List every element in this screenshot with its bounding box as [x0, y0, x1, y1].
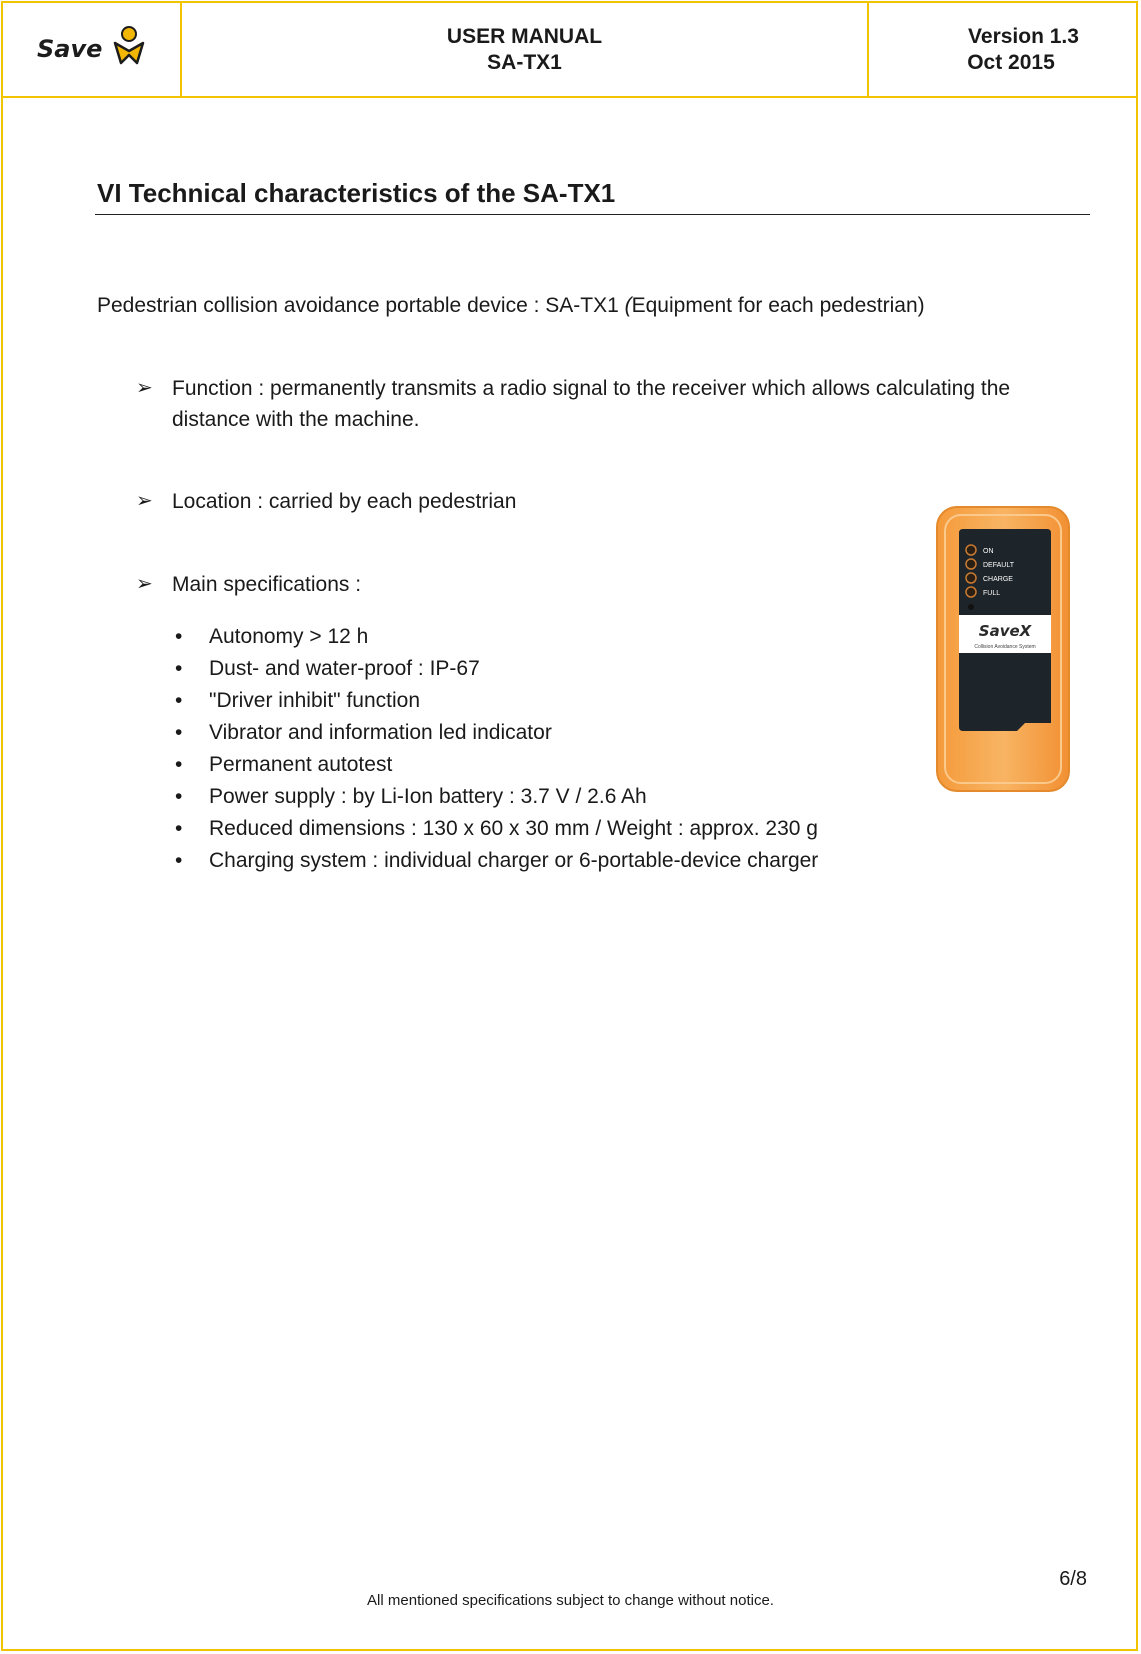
device-brand: SaveX — [978, 622, 1032, 640]
intro-paren-text: Equipment for each pedestrian) — [631, 294, 925, 317]
spec-item: • Charging system : individual charger or 6-portable-device charger — [175, 845, 818, 877]
led-label: FULL — [983, 590, 1001, 597]
intro-paragraph — [97, 294, 925, 318]
logo-text — [37, 33, 126, 64]
spec-item: • Reduced dimensions : 130 x 60 x 30 mm / Weight : approx. 230 g — [175, 813, 818, 845]
spec-item: • Power supply : by Li-Ion battery : 3.7 V / 2.6 Ah — [175, 781, 818, 813]
arrow-bullet-icon: ➢ — [136, 377, 153, 399]
header-title-cell — [182, 1, 869, 96]
led-label: CHARGE — [983, 576, 1013, 583]
footer-note: All mentioned specifications subject to change without notice. — [367, 1592, 774, 1609]
led-label: ON — [983, 548, 994, 555]
device-tagline: Collision Avoidance System — [974, 644, 1036, 650]
spec-item: • Vibrator and information led indicator — [175, 717, 818, 749]
arrow-bullet-icon: ➢ — [136, 490, 153, 512]
header-version-cell — [869, 1, 1138, 96]
item-text: Location : carried by each pedestrian — [172, 490, 517, 513]
spec-item: • Autonomy > 12 h — [175, 621, 818, 653]
section-divider — [95, 214, 1090, 215]
svg-text:Save: Save — [37, 35, 103, 63]
spec-item: • Permanent autotest — [175, 749, 818, 781]
header-logo-cell — [1, 1, 182, 96]
item-text: Main specifications : — [172, 573, 362, 596]
doc-model: SA-TX1 — [487, 51, 562, 74]
page-number: 6/8 — [1059, 1568, 1087, 1590]
spec-item: • "Driver inhibit" function — [175, 685, 818, 717]
led-label: DEFAULT — [983, 562, 1014, 569]
intro-paren: ( — [624, 294, 632, 317]
doc-date: Oct 2015 — [967, 51, 1055, 74]
item-text: Function : permanently transmits a radio signal to the receiver which allows calculating the distance with the machine. — [172, 377, 1011, 431]
spec-list — [175, 621, 818, 877]
arrow-bullet-icon: ➢ — [136, 573, 153, 595]
intro-text: Pedestrian collision avoidance portable device : SA-TX1 — [97, 294, 625, 317]
device-photo — [935, 505, 1071, 793]
section-title: VI Technical characteristics of the SA-TX1 — [97, 178, 616, 208]
doc-title: USER MANUAL — [446, 25, 603, 48]
savex-logo — [37, 21, 152, 74]
spec-item: • Dust- and water-proof : IP-67 — [175, 653, 818, 685]
page-header — [1, 1, 1138, 98]
doc-version: Version 1.3 — [968, 25, 1079, 48]
